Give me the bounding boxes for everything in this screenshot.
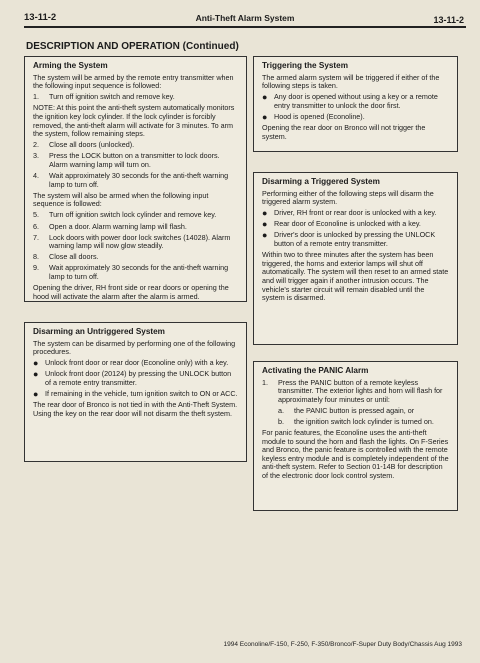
triggering-title: Triggering the System — [262, 61, 348, 70]
disarm-triggered-box — [253, 172, 458, 345]
page-number-right: 13-11-2 — [433, 15, 464, 25]
bullet-icon: ● — [262, 230, 268, 241]
disarm-untriggered-box — [24, 322, 247, 462]
disarm-triggered-title: Disarming a Triggered System — [262, 177, 380, 186]
arming-step: 7. Lock doors with power door lock switches (14028). Alarm warning lamp will now glow steadily. — [33, 232, 231, 251]
page-footer: 1994 Econoline/F-150, F-250, F-350/Bronco/F-Super Duty Body/Chassis Aug 1993 — [223, 641, 462, 648]
panic-outro: For panic features, the Econoline uses the anti-theft module to sound the horn and flash the lights. On F-Series and Bronco, the panic feature is controlled with the remote keyless entry module and is completely independent of the anti-theft system. Refer to Section 01-14B for description of the electronic door lock control system. — [262, 428, 449, 481]
bullet-icon: ● — [33, 358, 39, 369]
disarm-triggered-intro: Performing either of the following steps will disarm the triggered alarm system. — [262, 188, 434, 207]
arming-intro: The system will be armed by the remote entry transmitter when the following input sequence is followed: — [33, 72, 234, 91]
arming-step: 3. Press the LOCK button on a transmitter to lock doors. Alarm warning lamp will turn on. — [33, 151, 220, 169]
arming-step: 1. Turn off ignition switch and remove key. — [33, 92, 175, 102]
panic-box — [253, 361, 458, 511]
bullet-icon: ● — [262, 92, 268, 103]
bullet-item: ● Unlock front door (20124) by pressing the UNLOCK button of a remote entry transmitter. — [33, 369, 232, 387]
arming-step: 2. Close all doors (unlocked). — [33, 140, 135, 150]
triggering-box — [253, 56, 458, 152]
arming-step: 6. Open a door. Alarm warning lamp will flash. — [33, 221, 187, 231]
triggering-outro: Opening the rear door on Bronco will not trigger the system. — [262, 123, 426, 141]
arming-outro: Opening the driver, RH front side or rear doors or opening the hood will activate the alarm after the alarm is armed. — [33, 283, 229, 301]
arming-note: NOTE: At this point the anti-theft system automatically monitors the ignition key lock cylinder. If the lock cylinder is forcibly removed, the anti-theft alarm will activate for 3 minutes. To arm the system, follow remaining steps. — [33, 103, 235, 139]
disarm-triggered-outro: Within two to three minutes after the system has been triggered, the horns and exterior lamps will shut off automatically. The system will then reset to an armed state and will trigger again if another intrusion occurs. The vehicle's starter circuit will remain disabled until the system is disarmed. — [262, 250, 449, 303]
bullet-icon: ● — [262, 219, 268, 230]
panic-substep: a. the PANIC button is pressed again, or — [278, 405, 415, 415]
disarm-untriggered-title: Disarming an Untriggered System — [33, 327, 165, 336]
panic-step: 1. Press the PANIC button of a remote keyless transmitter. The exterior lights and horn will flash for approximately four minutes or until: — [262, 377, 443, 404]
bullet-item: ● Rear door of Econoline is unlocked with a key. — [262, 219, 421, 230]
bullet-icon: ● — [33, 389, 39, 400]
bullet-item: ● Driver, RH front or rear door is unlocked with a key. — [262, 208, 437, 219]
arming-box — [24, 56, 247, 302]
panic-substep: b. the ignition switch lock cylinder is turned on. — [278, 416, 434, 426]
page-header — [24, 8, 466, 28]
bullet-item: ● Hood is opened (Econoline). — [262, 111, 365, 122]
arming-step: 8. Close all doors. — [33, 252, 99, 262]
arming-title: Arming the System — [33, 61, 108, 70]
arming-step: 4. Wait approximately 30 seconds for the anti-theft warning lamp to turn off. — [33, 171, 229, 189]
bullet-icon: ● — [33, 369, 39, 380]
arming-mid: The system will also be armed when the following input sequence is followed: — [33, 190, 209, 209]
bullet-item: ● If remaining in the vehicle, turn ignition switch to ON or ACC. — [33, 389, 238, 400]
bullet-icon: ● — [262, 208, 268, 219]
header-title: Anti-Theft Alarm System — [195, 13, 295, 23]
arming-step: 9. Wait approximately 30 seconds for the anti-theft warning lamp to turn off. — [33, 263, 229, 281]
bullet-item: ● Any door is opened without using a key or a remote entry transmitter to unlock the door first. — [262, 92, 438, 110]
bullet-icon: ● — [262, 111, 268, 122]
bullet-item: ● Unlock front door or rear door (Econoline only) with a key. — [33, 358, 229, 369]
section-title: DESCRIPTION AND OPERATION (Continued) — [26, 41, 239, 52]
triggering-intro: The armed alarm system will be triggered if either of the following steps is taken. — [262, 72, 440, 91]
arming-step: 5. Turn off ignition switch lock cylinder and remove key. — [33, 210, 217, 220]
bullet-item: ● Driver's door is unlocked by pressing the UNLOCK button of a remote entry transmitter. — [262, 230, 436, 249]
panic-title: Activating the PANIC Alarm — [262, 366, 369, 375]
disarm-untriggered-intro: The system can be disarmed by performing one of the following procedures. — [33, 338, 236, 357]
page-number-left: 13-11-2 — [24, 12, 57, 23]
disarm-untriggered-outro: The rear door of Bronco is not tied in with the Anti-Theft System. Using the key on the rear door will not disarm the theft system. — [33, 400, 238, 418]
